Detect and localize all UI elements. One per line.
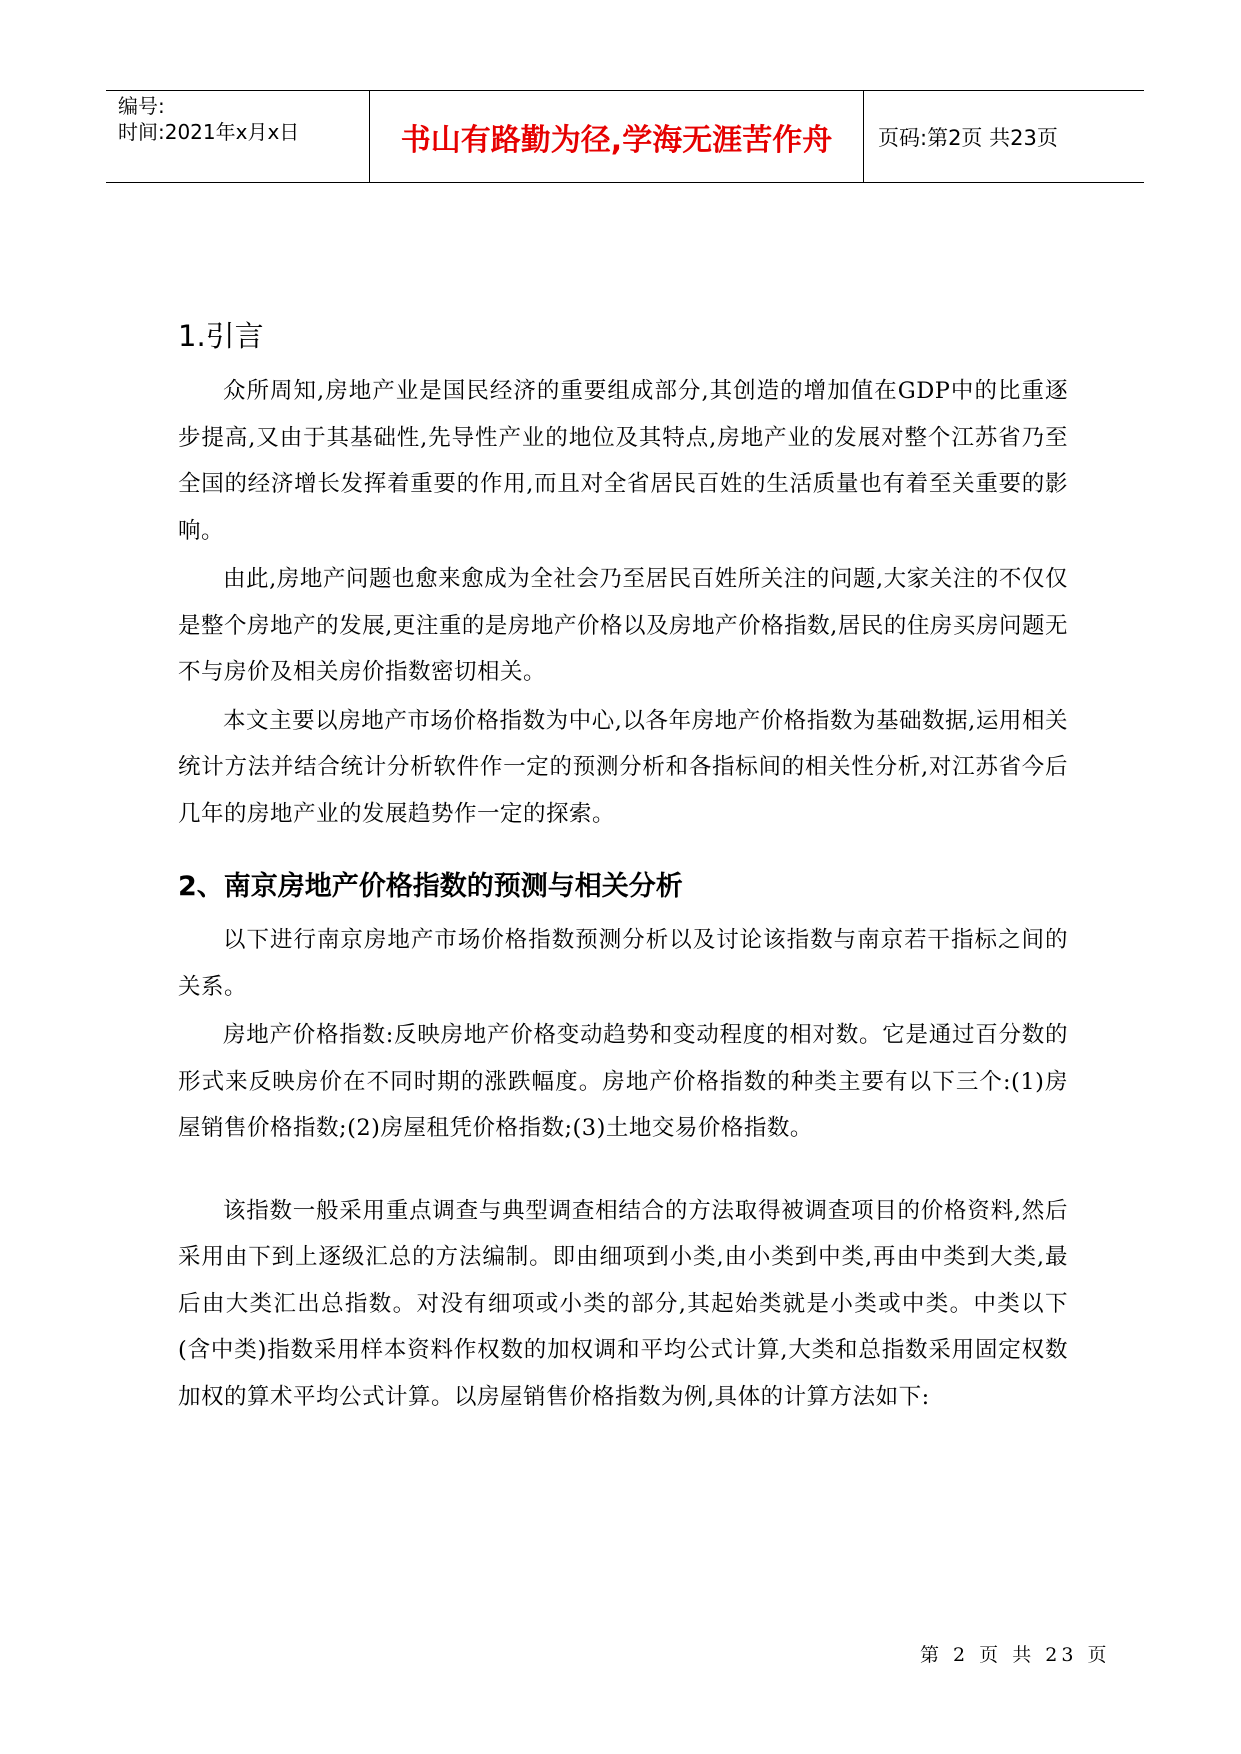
header-page-label: 页码:第2页 共23页 xyxy=(878,125,1058,150)
header-left-cell xyxy=(106,91,370,182)
paragraph: 房地产价格指数:反映房地产价格变动趋势和变动程度的相对数。它是通过百分数的形式来反映房价在不同时期的涨跌幅度。房地产价格指数的种类主要有以下三个:(1)房屋销售价格指数;(2)房屋租凭价格指数;(3)土地交易价格指数。 xyxy=(178,1022,1068,1141)
time-label: 时间:2021年x月x日 xyxy=(118,120,300,144)
serial-label: 编号: xyxy=(118,94,165,118)
paragraph: 由此,房地产问题也愈来愈成为全社会乃至居民百姓所关注的问题,大家关注的不仅仅是整个房地产的发展,更注重的是房地产价格以及房地产价格指数,居民的住房买房问题无不与房价及相关房价指数密切相关。 xyxy=(178,566,1068,685)
header-motto-cell xyxy=(370,91,864,182)
document-body xyxy=(178,318,1068,1420)
motto-text: 书山有路勤为径,学海无涯苦作舟 xyxy=(400,122,833,158)
section-heading-intro: 1.引言 xyxy=(178,319,264,353)
paragraph: 本文主要以房地产市场价格指数为中心,以各年房地产价格指数为基础数据,运用相关统计方法并结合统计分析软件作一定的预测分析和各指标间的相关性分析,对江苏省今后几年的房地产业的发展趋势作一定的探索。 xyxy=(178,707,1068,827)
paragraph: 众所周知,房地产业是国民经济的重要组成部分,其创造的增加值在GDP中的比重逐步提高,又由于其基础性,先导性产业的地位及其特点,房地产业的发展对整个江苏省乃至全国的经济增长发挥着重要的作用,而且对全省居民百姓的生活质量也有着至关重要的影响。 xyxy=(178,378,1068,544)
section-heading-analysis: 2、南京房地产价格指数的预测与相关分析 xyxy=(178,871,683,902)
paragraph: 该指数一般采用重点调查与典型调查相结合的方法取得被调查项目的价格资料,然后采用由下到上逐级汇总的方法编制。即由细项到小类,由小类到中类,再由中类到大类,最后由大类汇出总指数。对没有细项或小类的部分,其起始类就是小类或中类。中类以下(含中类)指数采用样本资料作权数的加权调和平均公式计算,大类和总指数采用固定权数加权的算术平均公式计算。以房屋销售价格指数为例,具体的计算方法如下: xyxy=(178,1197,1068,1410)
paragraph: 以下进行南京房地产市场价格指数预测分析以及讨论该指数与南京若干指标之间的关系。 xyxy=(178,927,1068,1000)
page-footer: 第 2 页 共 23 页 xyxy=(920,1644,1111,1666)
header-page-cell xyxy=(864,91,1144,182)
page-header xyxy=(106,90,1144,183)
